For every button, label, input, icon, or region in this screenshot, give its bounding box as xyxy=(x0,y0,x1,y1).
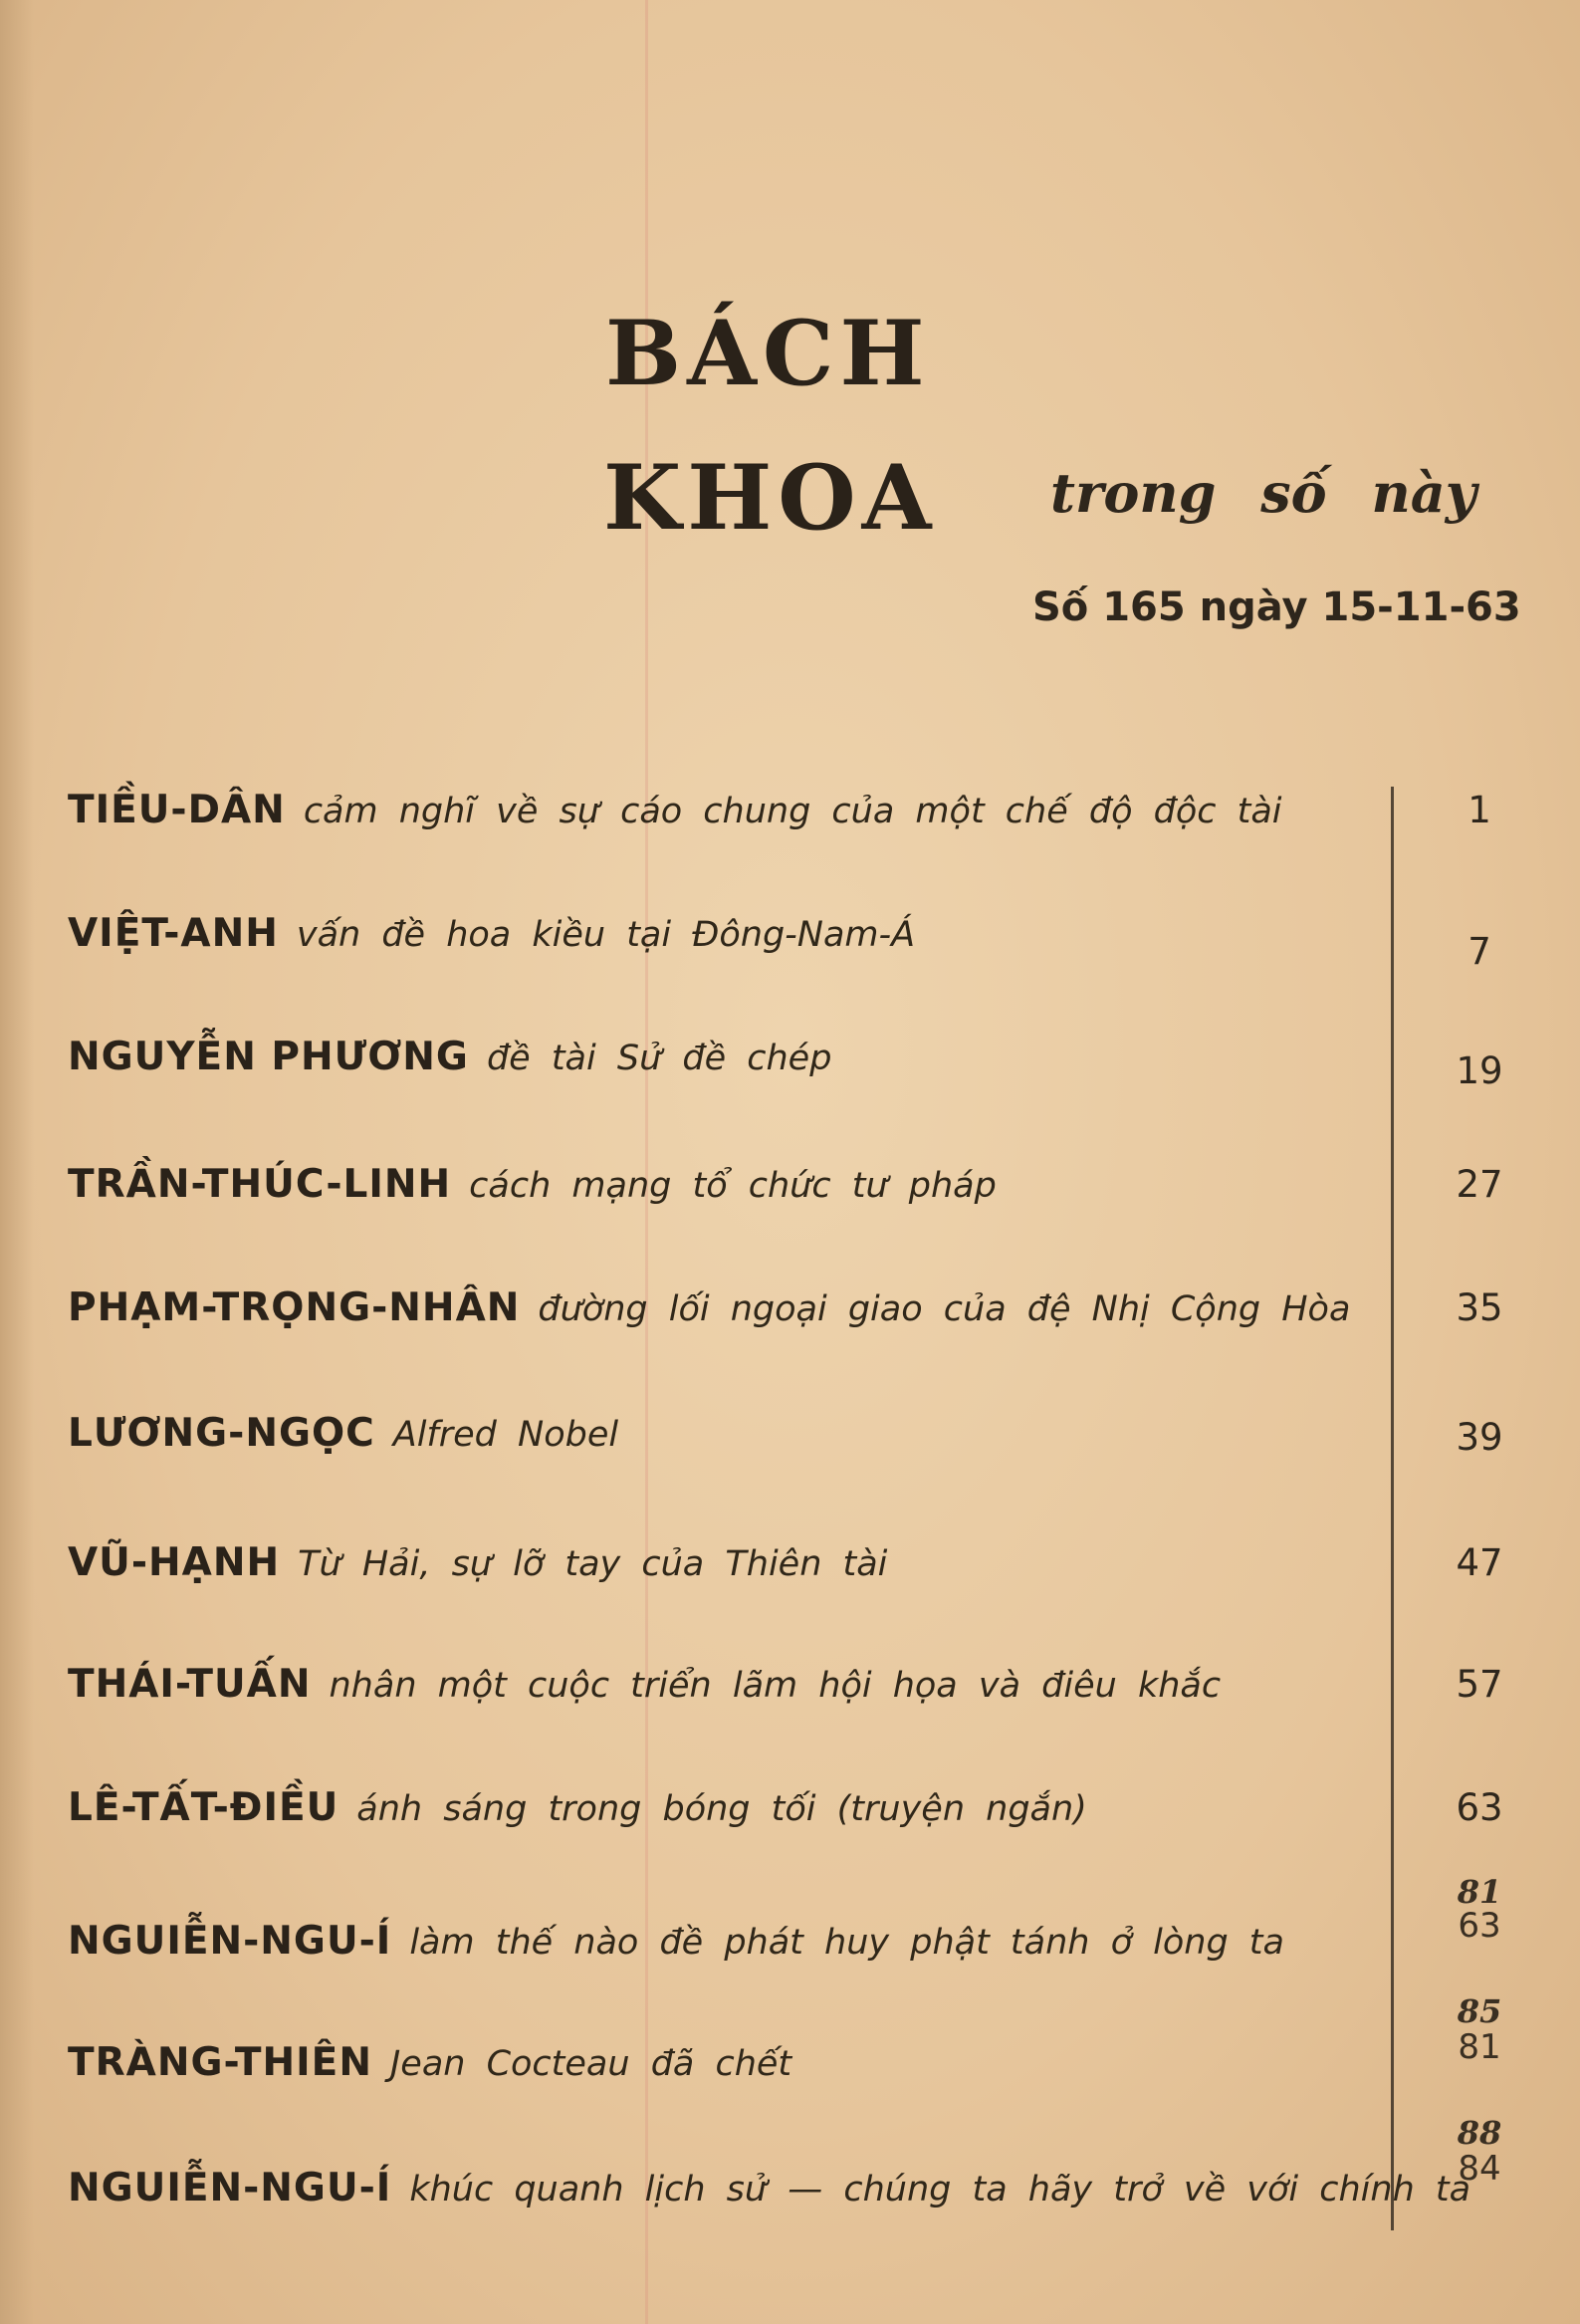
magazine-subtitle: trong số này xyxy=(1050,461,1477,525)
toc-row[interactable] xyxy=(68,1155,1561,1215)
toc-row[interactable] xyxy=(68,1533,1561,1593)
issue-number-date: Số 165 ngày 15-11-63 xyxy=(1032,584,1521,630)
toc-author: VIỆT-ANH xyxy=(68,911,279,956)
magazine-title-line1: BÁCH xyxy=(605,301,931,406)
toc-page-number: 57 xyxy=(1456,1663,1503,1706)
toc-page-number-printed: 81 xyxy=(1458,2027,1501,2067)
toc-author: VŨ-HẠNH xyxy=(68,1540,281,1585)
toc-row[interactable] xyxy=(68,904,1561,973)
toc-page-number: 7 xyxy=(1467,930,1491,973)
toc-author: TRÀNG-THIÊN xyxy=(68,2040,372,2085)
toc-author: NGUIỄN-NGU-Í xyxy=(68,2166,392,2210)
toc-row[interactable] xyxy=(68,1778,1561,1838)
toc-page-number: 35 xyxy=(1456,1286,1503,1329)
toc-row[interactable] xyxy=(68,1873,1561,1972)
toc-article-title: cách mạng tổ chức tư pháp xyxy=(469,1166,997,1206)
toc-page-number: 1 xyxy=(1467,789,1491,831)
toc-divider-line xyxy=(1391,787,1394,2230)
toc-article-title: làm thế nào đề phát huy phật tánh ở lòng ta xyxy=(409,1923,1284,1963)
toc-page-number: 47 xyxy=(1456,1541,1503,1584)
toc-article-title: đề tài Sử đề chép xyxy=(486,1039,832,1078)
toc-author: NGUYỄN PHƯƠNG xyxy=(68,1035,469,1079)
toc-article-title: khúc quanh lịch sử — chúng ta hãy trở về với chính ta xyxy=(409,2170,1471,2209)
toc-row[interactable] xyxy=(68,1278,1561,1338)
toc-page-number-printed: 63 xyxy=(1458,1906,1501,1946)
toc-row[interactable] xyxy=(68,2114,1561,2218)
toc-article-title: vấn đề hoa kiều tại Đông-Nam-Á xyxy=(296,915,916,955)
toc-page-number: 39 xyxy=(1456,1416,1503,1459)
toc-page-number: 19 xyxy=(1456,1049,1503,1092)
toc-article-title: nhân một cuộc triển lãm hội họa và điêu khắc xyxy=(329,1666,1222,1706)
toc-row[interactable] xyxy=(68,781,1561,840)
toc-page-number-handwritten: 88 xyxy=(1457,2114,1502,2152)
toc-page-number-handwritten: 85 xyxy=(1457,1992,1502,2030)
toc-article-title: ánh sáng trong bóng tối (truyện ngắn) xyxy=(356,1789,1087,1829)
magazine-title-line2: KHOA xyxy=(603,445,938,551)
toc-author: THÁI-TUẤN xyxy=(68,1662,312,1707)
toc-page-number-printed: 84 xyxy=(1458,2149,1501,2189)
toc-author: NGUIỄN-NGU-Í xyxy=(68,1919,392,1964)
toc-author: PHẠM-TRỌNG-NHÂN xyxy=(68,1285,521,1330)
toc-row[interactable] xyxy=(68,1028,1561,1092)
toc-page-number-handwritten: 81 xyxy=(1457,1873,1502,1911)
toc-row[interactable] xyxy=(68,1992,1561,2093)
toc-article-title: Jean Cocteau đã chết xyxy=(389,2044,792,2084)
toc-article-title: Alfred Nobel xyxy=(392,1415,619,1455)
toc-row[interactable] xyxy=(68,1655,1561,1715)
toc-article-title: đường lối ngoại giao của đệ Nhị Cộng Hòa xyxy=(538,1289,1351,1329)
toc-author: TIỀU-DÂN xyxy=(68,788,286,832)
toc-author: TRẦN-THÚC-LINH xyxy=(68,1162,452,1207)
toc-page-number: 27 xyxy=(1456,1163,1503,1206)
toc-article-title: Từ Hải, sự lỡ tay của Thiên tài xyxy=(298,1544,888,1584)
toc-author: LƯƠNG-NGỌC xyxy=(68,1411,375,1456)
toc-row[interactable] xyxy=(68,1404,1561,1464)
toc-author: LÊ-TẤT-ĐIỀU xyxy=(68,1785,339,1830)
toc-page-number: 63 xyxy=(1456,1786,1503,1829)
toc-article-title: cảm nghĩ về sự cáo chung của một chế độ độc tài xyxy=(303,792,1282,831)
